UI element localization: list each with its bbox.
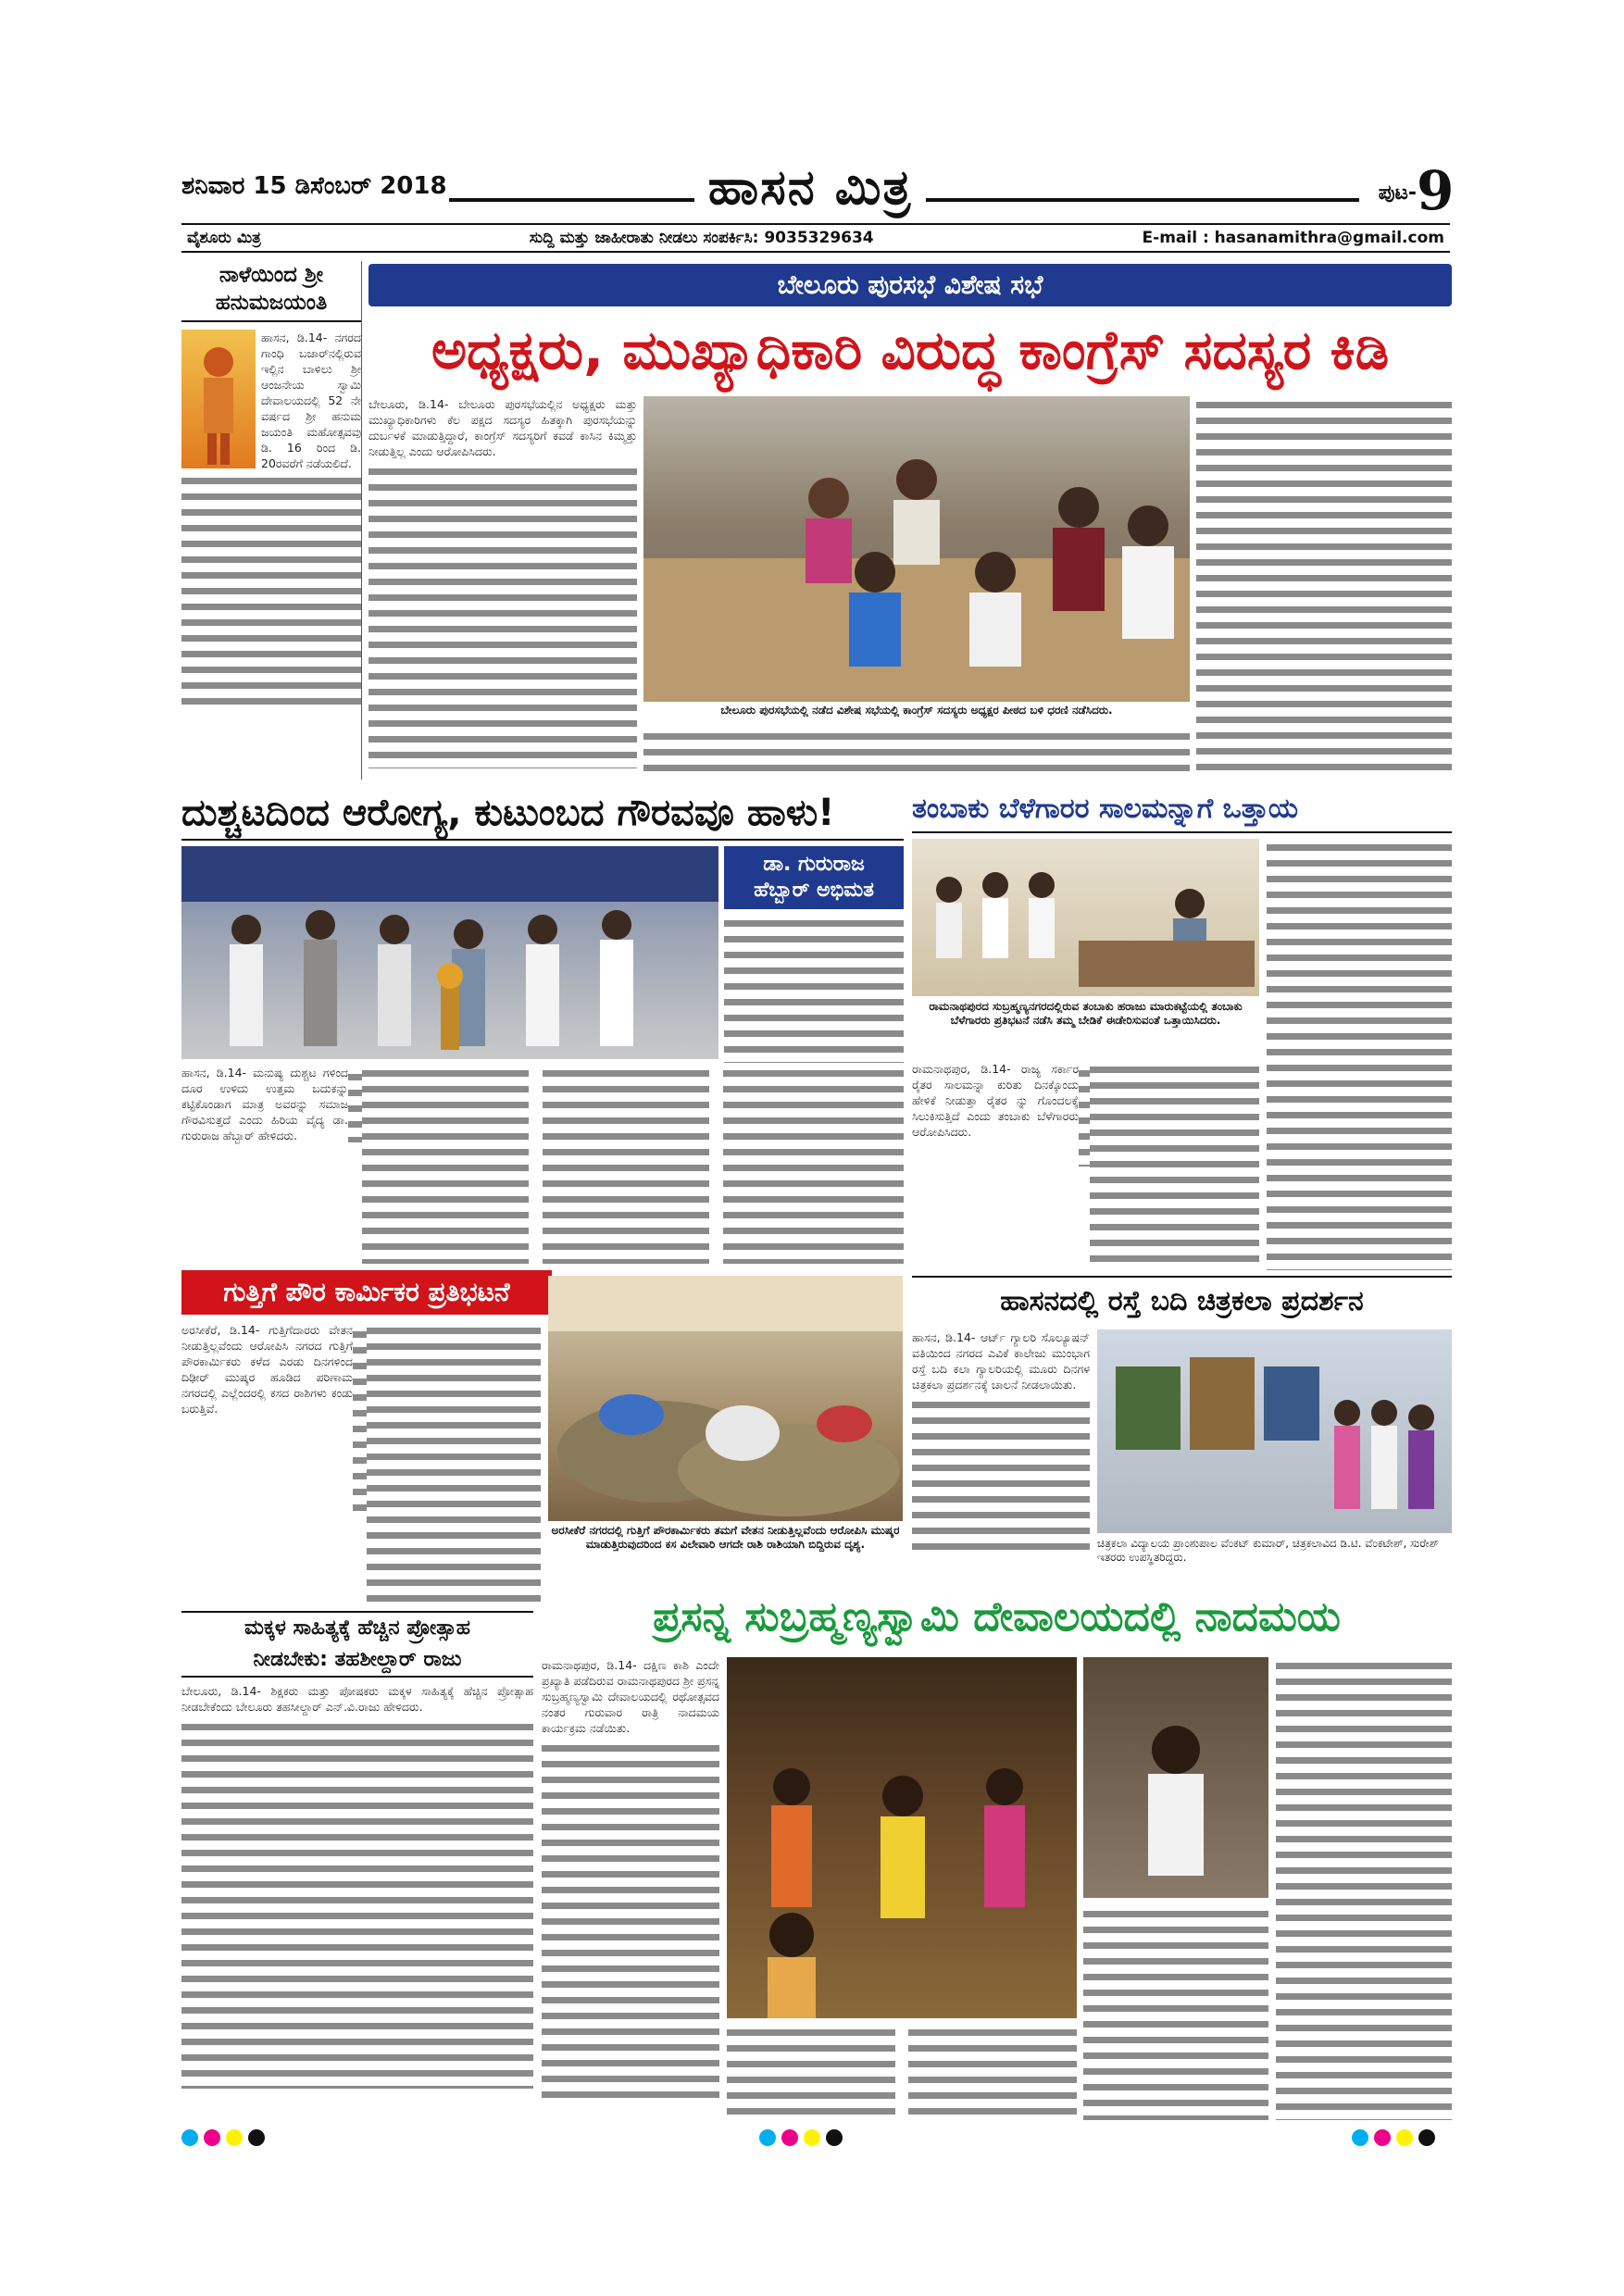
belur-kicker: ಬೇಲೂರು ಪುರಸಭೆ ವಿಶೇಷ ಸಭೆ xyxy=(369,264,1452,306)
farmers-meeting-photo-icon xyxy=(912,839,1259,996)
pourakarmika-body xyxy=(181,1322,541,1611)
kids-body xyxy=(181,1683,533,2118)
registration-marks-center xyxy=(759,2129,889,2152)
belur-headline: ಅಧ್ಯಕ್ಷರು, ಮುಖ್ಯಾಧಿಕಾರಿ ವಿರುದ್ಧ ಕಾಂಗ್ರೆಸ್ ಸದಸ್ಯರ ಕಿಡಿ xyxy=(431,318,1390,381)
temple-photo-1 xyxy=(727,1657,1077,2018)
temple-body-right xyxy=(1276,1657,1452,2120)
art-headline: ಹಾಸನದಲ್ಲಿ ರಸ್ತೆ ಬದಿ ಚಿತ್ರಕಲಾ ಪ್ರದರ್ಶನ xyxy=(912,1276,1452,1324)
health-photo xyxy=(181,846,718,1059)
belur-body-2 xyxy=(643,728,1190,776)
temple-photo-2 xyxy=(1083,1657,1268,1898)
tobacco-body-2 xyxy=(1090,1061,1259,1270)
registration-marks-left xyxy=(181,2129,311,2152)
belur-body-3 xyxy=(1196,396,1452,776)
pourakarmika-lead: ಅರಸೀಕೆರೆ, ಡಿ.14- ಗುತ್ತಿಗೆದಾರರು ವೇತನ ನೀಡುತ್ತಿಲ್ಲವೆಂದು ಆರೋಪಿಸಿ ನಗರದ ಗುತ್ತಿಗೆ ಪೌರಕಾರ್ಮಿಕರು ಕಳೆದ ಎರಡು ದಿನಗಳಿಂದ ದಿಢೀರ್ ಮುಷ್ಕರ ಹೂಡಿದ ಪರಿಣಾಮ ನಗರದಲ್ಲಿ ಎಲ್ಲೆಂದರಲ್ಲಿ ಕಸದ ರಾಶಿಗಳು ಕಂಡು ಬರುತ್ತಿವೆ. xyxy=(181,1323,353,1416)
hanuma-title-1: ನಾಳೆಯಿಂದ ಶ್ರೀ xyxy=(219,263,324,287)
health-body-3 xyxy=(543,1065,709,1264)
health-byline-col xyxy=(724,846,904,1059)
tobacco-lead: ರಾಮನಾಥಪುರ, ಡಿ.14- ರಾಜ್ಯ ಸರ್ಕಾರ ರೈತರ ಸಾಲಮನ್ನಾ ಕುರಿತು ದಿನಕ್ಕೊಂದು ಹೇಳಿಕೆ ನೀಡುತ್ತಾ ರೈತರ ನ್ನು ಗೊಂದಲಕ್ಕೆ ಸಿಲುಕಿಸುತ್ತಿದೆ ಎಂದು ತಂಬಾಕು ಬೆಳೆಗಾರರು ಆರೋಪಿಸಿದರು. xyxy=(912,1062,1079,1139)
contact-line: ಸುದ್ದಿ ಮತ್ತು ಜಾಹೀರಾತು ನೀಡಲು ಸಂಪರ್ಕಿಸಿ: 9035329634 xyxy=(529,229,874,247)
belur-body-1 xyxy=(369,463,637,768)
belur-photo xyxy=(643,396,1190,702)
email-line: E-mail : hasanamithra@gmail.com xyxy=(1142,229,1444,247)
yellow-dot-icon xyxy=(1396,2129,1413,2146)
temple-body-3 xyxy=(1083,1905,1268,2120)
hanuma-lead: ಹಾಸನ, ಡಿ.14- ನಗರದ ಗಾಂಧಿ ಬಜಾರ್‌ನಲ್ಲಿರುವ ಇಲ್ಲಿನ ಬಾಳಿಲು ಶ್ರೀ ಆಂಜನೇಯ ಸ್ವಾಮಿ ದೇವಾಲಯದಲ್ಲಿ 52 ನೇ ವರ್ಷದ ಶ್ರೀ ಹನುಮ ಜಯಂತಿ ಮಹೋತ್ಸವವು ಡಿ. 16 ರಿಂದ ಡಿ. 20ರವರೆಗೆ ನಡೆಯಲಿದೆ. xyxy=(261,331,361,470)
magenta-dot-icon xyxy=(781,2129,798,2146)
art-body-1 xyxy=(912,1396,1090,1554)
hanuman-image xyxy=(181,330,256,468)
painting-exhibition-photo-icon xyxy=(1097,1329,1452,1533)
issue-date: ಶನಿವಾರ 15 ಡಿಸೆಂಬರ್ 2018 xyxy=(181,172,447,200)
hanuma-article xyxy=(181,261,362,780)
yellow-dot-icon xyxy=(226,2129,243,2146)
tobacco-headline: ತಂಬಾಕು ಬೆಳೆಗಾರರ ಸಾಲಮನ್ನಾಗೆ ಒತ್ತಾಯ xyxy=(912,785,1452,833)
black-dot-icon xyxy=(1418,2129,1435,2146)
black-dot-icon xyxy=(826,2129,843,2146)
pourakarmika-caption: ಅರಸೀಕೆರೆ ನಗರದಲ್ಲಿ ಗುತ್ತಿಗೆ ಪೌರಕಾರ್ಮಿಕರು ತಮಗೆ ವೇತನ ನೀಡುತ್ತಿಲ್ಲವೆಂದು ಆರೋಪಿಸಿ ಮುಷ್ಕರ ಮಾಡುತ್ತಿರುವುದರಿಂದ ಕಸ ವಿಲೇವಾರಿ ಆಗದೇ ರಾಶಿ ರಾಶಿಯಾಗಿ ಬಿದ್ದಿರುವ ದೃಶ್ಯ. xyxy=(551,1524,900,1551)
health-lead: ಹಾಸನ, ಡಿ.14- ಮನುಷ್ಯ ದುಶ್ಚಟ ಗಳಿಂದ ದೂರ ಉಳಿದು ಉತ್ತಮ ಬದುಕನ್ನು ಕಟ್ಟಿಕೊಂಡಾಗ ಮಾತ್ರ ಅವರನ್ನು ಸಮಾಜ ಗೌರವಿಸುತ್ತದೆ ಎಂದು ಹಿರಿಯ ವೈದ್ಯ ಡಾ. ಗುರುರಾಜ ಹೆಬ್ಬಾರ್ ಹೇಳಿದರು. xyxy=(181,1066,348,1142)
temple-lead: ರಾಮನಾಥಪುರ, ಡಿ.14- ದಕ್ಷಿಣ ಕಾಶಿ ಎಂದೇ ಪ್ರಖ್ಯಾತಿ ಪಡೆದಿರುವ ರಾಮನಾಥಪುರದ ಶ್ರೀ ಪ್ರಸನ್ನ ಸುಬ್ರಹ್ಮಣ್ಯಸ್ವಾಮಿ ದೇವಾಲಯದಲ್ಲಿ ರಥೋತ್ಸವದ ನಂತರ ಗುರುವಾರ ರಾತ್ರಿ ನಾದಮಯ ಕಾರ್ಯಕ್ರಮ ನಡೆಯಿತು. xyxy=(542,1658,719,1735)
health-body-4 xyxy=(723,1065,904,1264)
byline-line-1: ಡಾ. ಗುರುರಾಜ xyxy=(763,853,865,876)
tobacco-body xyxy=(912,1061,1259,1270)
health-body-side xyxy=(724,915,904,1063)
kids-body-1 xyxy=(181,1718,533,2089)
art-photo xyxy=(1097,1329,1452,1533)
cyan-dot-icon xyxy=(181,2129,198,2146)
belur-caption: ಬೇಲೂರು ಪುರಸಭೆಯಲ್ಲಿ ನಡೆದ ವಿಶೇಷ ಸಭೆಯಲ್ಲಿ ಕಾಂಗ್ರೆಸ್ ಸದಸ್ಯರು ಅಧ್ಯಕ್ಷರ ಪೀಠದ ಬಳಿ ಧರಣಿ ನಡೆಸಿದರು. xyxy=(720,704,1113,717)
lamp-lighting-photo-icon xyxy=(181,846,718,1059)
hanuman-figure-icon xyxy=(181,330,256,468)
belur-col-1 xyxy=(369,396,637,776)
temple-body-1 xyxy=(542,1740,719,2101)
tobacco-photo xyxy=(912,839,1259,996)
magenta-dot-icon xyxy=(1374,2129,1391,2146)
temple-music-photo-icon xyxy=(727,1657,1077,2018)
art-lead: ಹಾಸನ, ಡಿ.14- ಆರ್ಟ್ ಗ್ಯಾಲರಿ ಸೊಲ್ಯೂಷನ್ ವತಿಯಿಂದ ನಗರದ ಎವಿಕೆ ಕಾಲೇಜು ಮುಂಭಾಗ ರಸ್ತೆ ಬದಿ ಕಲಾ ಗ್ಯಾಲರಿಯಲ್ಲಿ ಮೂರು ದಿನಗಳ ಚಿತ್ರಕಲಾ ಪ್ರದರ್ಶನಕ್ಕೆ ಚಾಲನೆ ನೀಡಲಾಯಿತು. xyxy=(912,1330,1090,1391)
art-body xyxy=(912,1329,1090,1579)
pourakarmika-body-2 xyxy=(367,1322,541,1611)
tobacco-body-right xyxy=(1267,839,1452,1270)
hanuma-title-2: ಹನುಮಜಯಂತಿ xyxy=(215,291,328,315)
header-rule-right xyxy=(926,198,1359,202)
masthead: ಹಾಸನ ಮಿತ್ರ xyxy=(707,159,913,216)
cyan-dot-icon xyxy=(1352,2129,1368,2146)
kids-headline-2: ನೀಡಬೇಕು: ತಹಶೀಲ್ದಾರ್ ರಾಜು xyxy=(253,1648,462,1671)
temple-headline: ಪ್ರಸನ್ನ ಸುಬ್ರಹ್ಮಣ್ಯಸ್ವಾಮಿ ದೇವಾಲಯದಲ್ಲಿ ನಾದಮಯ xyxy=(653,1593,1341,1641)
art-caption: ಚಿತ್ರಕಲಾ ವಿದ್ಯಾಲಯ ಪ್ರಾಂಶುಪಾಲ ವೆಂಕಟ್ ಕುಮಾರ್, ಚಿತ್ರಕಲಾವಿದ ಡಿ.ಟಿ. ವೆಂಕಟೇಶ್, ಸುರೇಶ್ ಇತರರು ಉಪಸ್ಥಿತರಿದ್ದರು. xyxy=(1097,1537,1440,1564)
temple-body-2b xyxy=(908,2024,1077,2120)
header-rule-left xyxy=(449,198,694,202)
contact-strip xyxy=(181,223,1450,253)
black-dot-icon xyxy=(248,2129,265,2146)
garbage-photo xyxy=(548,1276,903,1521)
pourakarmika-headline: ಗುತ್ತಿಗೆ ಪೌರ ಕಾರ್ಮಿಕರ ಪ್ರತಿಭಟನೆ xyxy=(181,1270,552,1315)
page-number: 9 xyxy=(1417,159,1455,222)
belur-lead: ಬೇಲೂರು, ಡಿ.14- ಬೇಲೂರು ಪುರಸಭೆಯಲ್ಲಿನ ಅಧ್ಯಕ್ಷರು ಮತ್ತು ಮುಖ್ಯಾಧಿಕಾರಿಗಳು ಕೆಲ ಪಕ್ಷದ ಸದಸ್ಯರ ಹಿತಕ್ಕಾಗಿ ಪುರಸಭೆಯನ್ನು ದುರ್ಬಳಕೆ ಮಾಡುತ್ತಿದ್ದಾರೆ, ಕಾಂಗ್ರೆಸ್ ಸದಸ್ಯರಿಗೆ ಕವಡೆ ಕಾಸಿನ ಕಿಮ್ಮತ್ತು ನೀಡುತ್ತಿಲ್ಲ ಎಂದು ಆರೋಪಿಸಿದರು. xyxy=(369,397,637,458)
kids-headline-1: ಮಕ್ಕಳ ಸಾಹಿತ್ಯಕ್ಕೆ ಹೆಚ್ಚಿನ ಪ್ರೋತ್ಸಾಹ xyxy=(244,1616,470,1640)
cyan-dot-icon xyxy=(759,2129,776,2146)
temple-body-left xyxy=(542,1657,719,2120)
byline-line-2: ಹೆಬ್ಬಾರ್ ಅಭಿಮತ xyxy=(754,879,874,902)
garbage-heap-photo-icon xyxy=(548,1276,903,1521)
page-label: ಪುಟ- xyxy=(1378,181,1417,205)
kids-headline xyxy=(181,1611,533,1678)
kids-lead: ಬೇಲೂರು, ಡಿ.14- ಶಿಕ್ಷಕರು ಮತ್ತು ಪೋಷಕರು ಮಕ್ಕಳ ಸಾಹಿತ್ಯಕ್ಕೆ ಹೆಚ್ಚಿನ ಪ್ರೋತ್ಸಾಹ ನೀಡಬೇಕೆಂದು ಬೇಲೂರು ತಹಸೀಲ್ದಾರ್ ಎನ್.ವಿ.ರಾಜು ಹೇಳಿದರು. xyxy=(181,1684,533,1714)
musician-photo-icon xyxy=(1083,1657,1268,1898)
tobacco-caption: ರಾಮನಾಥಪುರದ ಸುಬ್ರಹ್ಮಣ್ಯನಗರದಲ್ಲಿರುವ ತಂಬಾಕು ಹರಾಜು ಮಾರುಕಟ್ಟೆಯಲ್ಲಿ ತಂಬಾಕು ಬೆಳೆಗಾರರು ಪ್ರತಿಭಟನೆ ನಡೆಸಿ ತಮ್ಮ ಬೇಡಿಕೆ ಈಡೇರಿಸುವಂತೆ ಒತ್ತಾಯಿಸಿದರು. xyxy=(929,1000,1243,1027)
health-body xyxy=(181,1065,904,1264)
temple-body-2a xyxy=(727,2024,895,2120)
registration-marks-right xyxy=(1352,2129,1481,2152)
temple-body-bottom xyxy=(727,2024,1077,2120)
meeting-photo-icon xyxy=(643,396,1190,702)
hanuma-body xyxy=(181,472,361,713)
health-headline: ದುಶ್ಚಟದಿಂದ ಆರೋಗ್ಯ, ಕುಟುಂಬದ ಗೌರವವೂ ಹಾಳು! xyxy=(181,785,904,841)
health-body-2 xyxy=(362,1065,529,1264)
left-tag: ವೈಶೂರು ಮಿತ್ರ xyxy=(187,229,261,247)
yellow-dot-icon xyxy=(804,2129,820,2146)
magenta-dot-icon xyxy=(204,2129,220,2146)
